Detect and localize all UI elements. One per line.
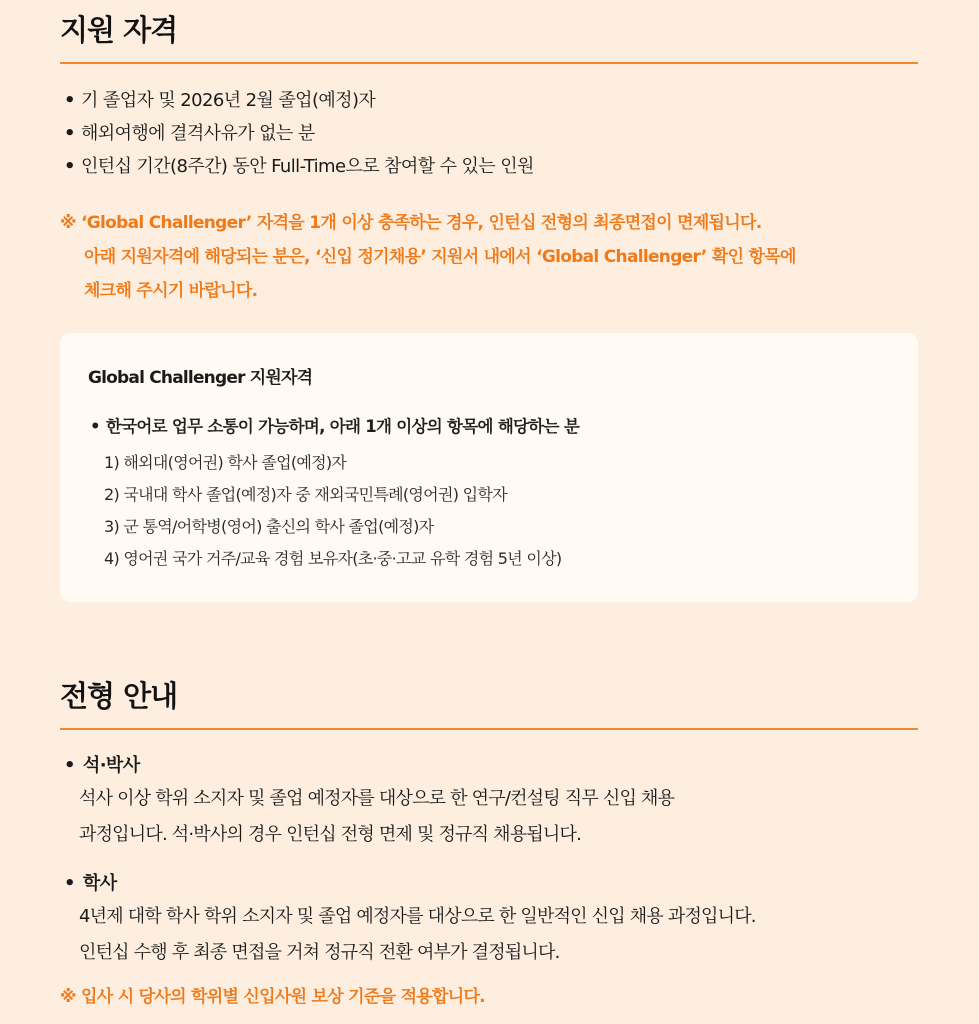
section-divider xyxy=(60,728,918,730)
list-item: 2) 국내대 학사 졸업(예정)자 중 재외국민특례(영어권) 입학자 xyxy=(104,485,507,504)
compensation-notice: ※ 입사 시 당사의 학위별 신입사원 보상 기준을 적용합니다. xyxy=(60,987,485,1007)
eligibility-list xyxy=(60,84,918,183)
qualification-lead xyxy=(90,413,579,437)
list-item: 1) 해외대(영어권) 학사 졸업(예정)자 xyxy=(104,453,347,472)
track-line: 4년제 대학 학사 학위 소지자 및 졸업 예정자를 대상으로 한 일반적인 신입 채용 과정입니다. xyxy=(79,906,756,927)
qualification-box-title: Global Challenger 지원자격 xyxy=(88,368,313,388)
bullet-icon: • xyxy=(64,755,75,776)
notice-line: 체크해 주시기 바랍니다. xyxy=(84,281,258,301)
track-heading xyxy=(60,751,918,781)
list-item xyxy=(60,117,918,150)
track-description xyxy=(60,899,918,971)
track-name: 학사 xyxy=(82,873,117,894)
track-graduate xyxy=(60,751,918,853)
list-item-text: 해외여행에 결격사유가 없는 분 xyxy=(81,123,315,144)
notice-line: ※ ‘Global Challenger’ 자격을 1개 이상 충족하는 경우, 인턴십 전형의 최종면접이 면제됩니다. xyxy=(60,213,762,233)
track-bachelor xyxy=(60,869,918,971)
section-title-eligibility: 지원 자격 xyxy=(60,13,178,47)
track-line: 인턴십 수행 후 최종 면접을 거쳐 정규직 전환 여부가 결정됩니다. xyxy=(79,942,560,963)
track-description xyxy=(60,781,918,853)
qualification-items xyxy=(104,447,561,575)
list-item: 4) 영어권 국가 거주/교육 경험 보유자(초·중·고교 유학 경험 5년 이상) xyxy=(104,549,562,568)
track-name: 석·박사 xyxy=(82,755,140,776)
track-line: 석사 이상 학위 소지자 및 졸업 예정자를 대상으로 한 연구/컨설팅 직무 신입 채용 xyxy=(79,788,675,809)
track-heading xyxy=(60,869,918,899)
list-item xyxy=(60,150,918,183)
list-item-text: 인턴십 기간(8주간) 동안 Full-Time으로 참여할 수 있는 인원 xyxy=(81,156,534,177)
bullet-icon: • xyxy=(64,90,75,111)
list-item: 3) 군 통역/어학병(영어) 출신의 학사 졸업(예정)자 xyxy=(104,517,434,536)
list-item xyxy=(60,84,918,117)
bullet-icon: • xyxy=(64,873,75,894)
section-title-process: 전형 안내 xyxy=(60,679,178,713)
track-line: 과정입니다. 석·박사의 경우 인턴십 전형 면제 및 정규직 채용됩니다. xyxy=(79,824,582,845)
qualification-lead-text: 한국어로 업무 소통이 가능하며, 아래 1개 이상의 항목에 해당하는 분 xyxy=(105,417,580,436)
notice-line: 아래 지원자격에 해당되는 분은, ‘신입 정기채용’ 지원서 내에서 ‘Global Challenger’ 확인 항목에 xyxy=(84,247,796,267)
bullet-icon: • xyxy=(90,417,100,436)
section-divider xyxy=(60,62,918,64)
bullet-icon: • xyxy=(64,123,75,144)
list-item-text: 기 졸업자 및 2026년 2월 졸업(예정)자 xyxy=(81,90,376,111)
bullet-icon: • xyxy=(64,156,75,177)
global-challenger-notice xyxy=(60,206,918,308)
